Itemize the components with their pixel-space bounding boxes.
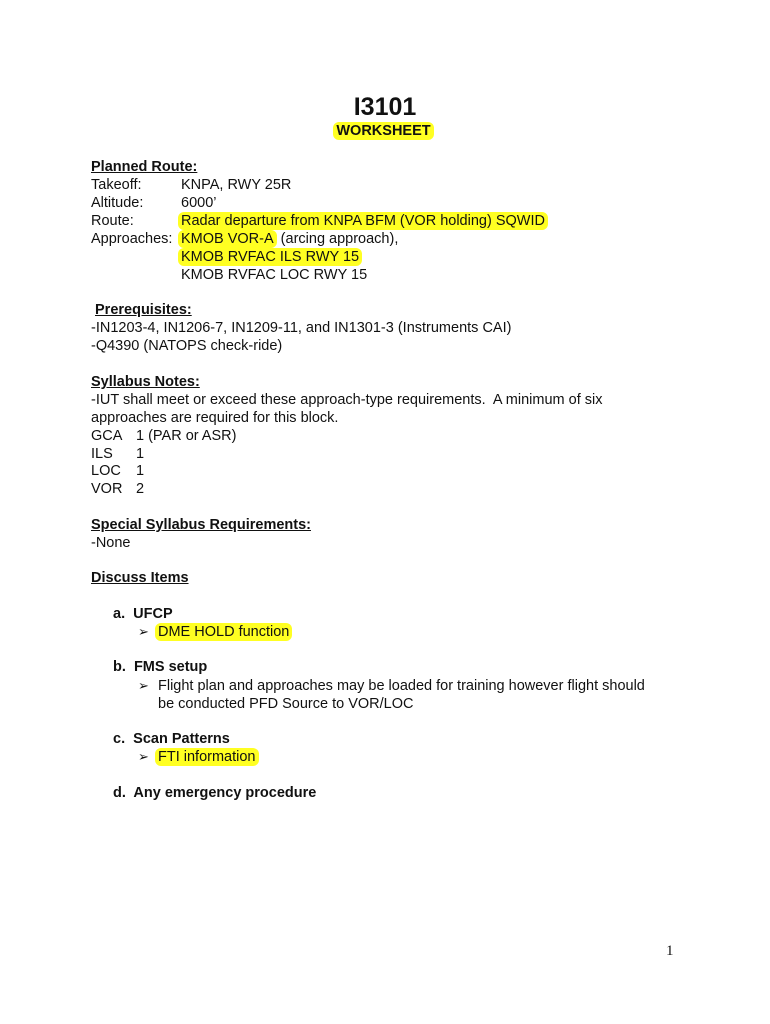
takeoff-label: Takeoff: [91,177,142,193]
arrow-bullet-icon: ➢ [138,678,149,693]
discuss-item-b-label: b. FMS setup [113,659,208,675]
requirement-loc-type: LOC [91,463,121,479]
discuss-item-d-label: d. Any emergency procedure [113,785,317,801]
prerequisite-line-2: -Q4390 (NATOPS check-ride) [91,338,283,354]
route-value [181,212,548,230]
requirement-vor-type: VOR [91,481,123,497]
discuss-item-c-bullet [158,748,259,766]
special-requirements-heading: Special Syllabus Requirements: [91,517,311,533]
altitude-value: 6000’ [181,195,217,211]
requirement-loc-count: 1 [136,463,145,479]
arrow-bullet-icon: ➢ [138,749,149,764]
document-title [0,92,770,122]
prerequisite-line-1: -IN1203-4, IN1206-7, IN1209-11, and IN1301-3 (Instruments CAI) [91,320,512,336]
requirement-gca-type: GCA [91,428,123,444]
prerequisites-heading: Prerequisites: [95,302,192,318]
special-requirements-value: -None [91,535,131,551]
document-subtitle [0,121,770,141]
syllabus-note-line-1: -IUT shall meet or exceed these approach-type requirements. A minimum of six [91,392,603,408]
discuss-items-heading: Discuss Items [91,570,189,586]
requirement-gca-count: 1 (PAR or ASR) [136,428,237,444]
takeoff-value: KNPA, RWY 25R [181,177,292,193]
approach-ils-highlight: KMOB RVFAC ILS RWY 15 [178,248,362,266]
approaches-label: Approaches: [91,231,173,247]
discuss-item-b-bullet-line-1: Flight plan and approaches may be loaded for training however flight should [158,678,645,694]
title-text: I3101 [353,93,417,121]
syllabus-note-line-2: approaches are required for this block. [91,410,339,426]
altitude-label: Altitude: [91,195,144,211]
discuss-item-b-bullet-line-2: be conducted PFD Source to VOR/LOC [158,696,414,712]
approach-vor-highlight: KMOB VOR-A [178,230,277,248]
page-number: 1 [666,943,674,959]
requirement-ils-count: 1 [136,446,145,462]
discuss-item-a-label: a. UFCP [113,606,173,622]
dme-hold-highlight: DME HOLD function [155,623,292,641]
discuss-item-c-label: c. Scan Patterns [113,731,230,747]
route-value-highlight: Radar departure from KNPA BFM (VOR holding) SQWID [178,212,548,230]
approach-vor-rest: (arcing approach), [276,231,399,247]
requirement-ils-type: ILS [91,446,113,462]
syllabus-notes-heading: Syllabus Notes: [91,374,200,390]
approach-ils-value [181,248,362,266]
route-label: Route: [91,213,134,229]
planned-route-heading: Planned Route: [91,159,198,175]
subtitle-highlight: WORKSHEET [333,122,433,140]
fti-information-highlight: FTI information [155,748,259,766]
approaches-value [181,230,398,248]
requirement-vor-count: 2 [136,481,145,497]
approach-loc-value: KMOB RVFAC LOC RWY 15 [181,267,368,283]
arrow-bullet-icon: ➢ [138,624,149,639]
discuss-item-a-bullet [158,623,292,641]
